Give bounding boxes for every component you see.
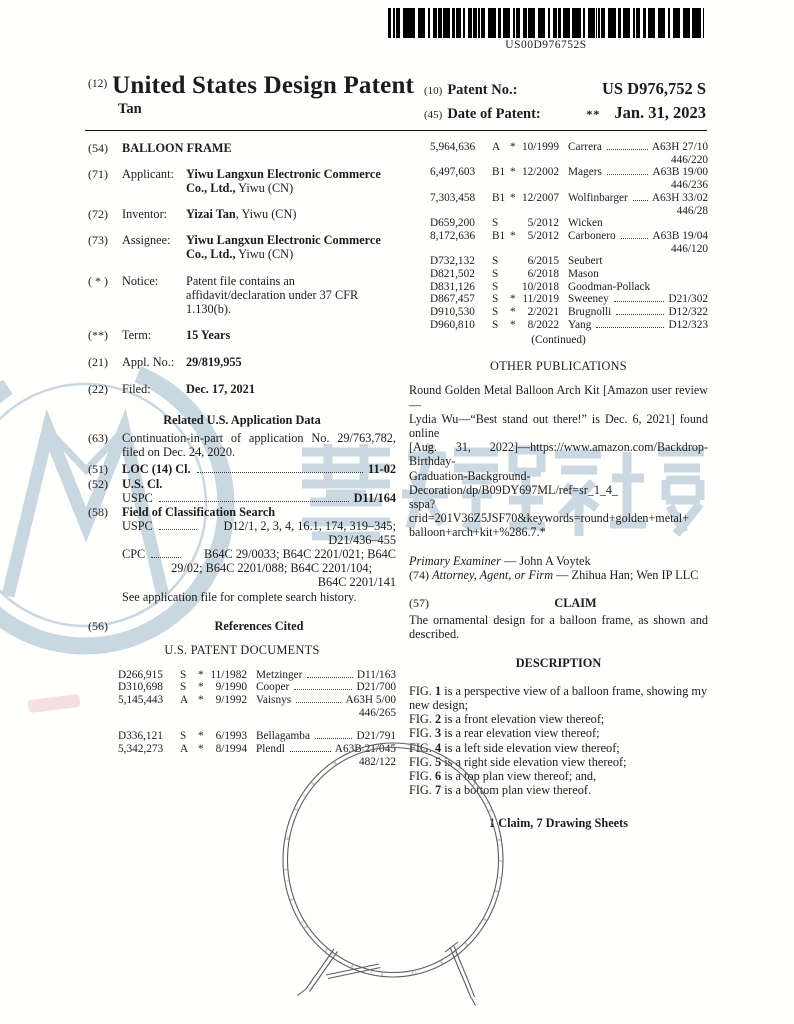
field-tag: (52): [88, 476, 108, 491]
ref-class-continuation: 482/122: [358, 755, 396, 768]
loc-class-field: [88, 462, 396, 476]
ref-date: 11/1982: [210, 668, 247, 681]
ref-name: Carbonero: [568, 229, 616, 242]
patent-no-tag: (10): [424, 85, 443, 97]
fig-text: is a top plan view thereof; and,: [441, 768, 597, 783]
uspc-classes-cont: D21/436–455: [328, 532, 396, 547]
ref-class: D21/700: [356, 681, 396, 694]
ref-class-continuation: 446/120: [670, 242, 708, 255]
ref-number: D310,698: [118, 681, 163, 694]
left-column: [88, 141, 396, 768]
dot-leader: [633, 200, 648, 201]
reference-row: [409, 166, 708, 179]
field-label: Inventor:: [122, 207, 168, 222]
field-tag: (56): [88, 619, 108, 634]
patent-no-label: Patent No.:: [447, 82, 518, 98]
search-history-note: See application file for complete search history.: [122, 590, 357, 605]
uspc-classes: D12/1, 2, 3, 4, 16.1, 174, 319–345;: [223, 518, 396, 533]
reference-row: [409, 293, 708, 306]
dot-leader: [607, 174, 649, 175]
ref-name: Plendl: [256, 743, 285, 756]
ref-number: D659,200: [430, 217, 475, 230]
document-title-block: [88, 72, 414, 118]
uspc-label: USPC: [122, 490, 153, 505]
claim-heading: CLAIM: [554, 595, 597, 610]
fig-label: FIG.: [409, 782, 432, 797]
notice-text: Patent file contains an affidavit/declaration under 37 CFR 1.130(b).: [186, 273, 359, 316]
reference-row: [409, 306, 708, 319]
reference-row: [409, 319, 708, 332]
field-tag: (71): [88, 167, 108, 182]
ref-class: D12/322: [668, 306, 708, 319]
fig-label: FIG.: [409, 712, 432, 727]
cpc-label: CPC: [122, 546, 146, 561]
publication-citation: [409, 383, 708, 539]
ref-number: D960,810: [430, 318, 475, 331]
filed-field: [88, 382, 396, 396]
loc-label: LOC (14) Cl.: [122, 462, 191, 477]
applicant-field: [88, 167, 396, 195]
figure-description: [409, 684, 708, 712]
fig-text: is a right side elevation view thereof;: [441, 754, 627, 769]
field-label: Applicant:: [122, 167, 174, 182]
ref-number: D831,126: [430, 280, 475, 293]
publication-line: balloon+arch+kit+%286.7.*: [409, 525, 546, 540]
ref-date: 8/1994: [215, 743, 247, 756]
ref-date: 5/2012: [527, 229, 559, 242]
dot-leader: [607, 149, 648, 150]
publication-line: Round Golden Metal Balloon Arch Kit [Amazon user review—: [409, 383, 708, 412]
cpc-classes: B64C 29/0033; B64C 2201/021; B64C: [204, 546, 396, 561]
fig-number: 6: [434, 768, 442, 783]
ref-class: A63B 21/045: [334, 743, 396, 756]
date-label: Date of Patent:: [447, 106, 541, 122]
fig-label: FIG.: [409, 740, 432, 755]
ref-number: 7,303,458: [430, 191, 476, 204]
ref-number: D732,132: [430, 255, 475, 268]
ref-date: 6/2015: [527, 255, 559, 268]
attorney-line: [409, 568, 708, 582]
applicant-name: Yiwu Langxun Electronic Commerce Co., Ltd.,: [186, 167, 381, 196]
fig-text: is a left side elevation view thereof;: [441, 740, 620, 755]
ref-class-continuation: 446/28: [676, 204, 708, 217]
field-tag: (72): [88, 207, 108, 222]
field-label: Notice:: [122, 273, 159, 288]
barcode-number: US00D976752S: [505, 39, 587, 51]
us-class-field: [88, 477, 396, 491]
fig-text: is a perspective view of a balloon frame, showing my new design;: [409, 684, 708, 713]
ref-name: Wicken: [568, 217, 603, 230]
ref-name: Goodman-Pollack: [568, 280, 651, 293]
ref-star: *: [510, 141, 516, 153]
ref-name: Brugnolli: [568, 306, 612, 319]
ref-date: 12/2007: [522, 191, 560, 204]
application-number: 29/819,955: [186, 354, 242, 369]
cpc-classes-cont: 29/02; B64C 2201/088; B64C 2201/104;: [171, 561, 372, 576]
title-field: [88, 141, 396, 155]
field-label: Appl. No.:: [122, 354, 175, 369]
assignee-location: Yiwu (CN): [235, 247, 294, 262]
inventor-name: Yizai Tan: [186, 207, 236, 222]
ref-kind: S: [492, 293, 499, 306]
reference-row: [409, 268, 708, 281]
reference-row: [409, 281, 708, 294]
dot-leader: [159, 501, 349, 502]
ref-number: D336,121: [118, 730, 163, 743]
kind-code-tag: (12): [88, 78, 108, 90]
ref-star: *: [510, 318, 516, 331]
field-tag: (58): [88, 504, 108, 519]
ref-star: *: [510, 306, 516, 319]
inventor-value: [186, 207, 396, 221]
publication-line: sspa?crid=201V36Z5JSF70&keywords=round+golden+metal+: [409, 496, 689, 526]
field-label: Term:: [122, 327, 152, 342]
claim-heading-row: [409, 596, 708, 610]
ref-star: *: [198, 668, 204, 681]
examiner-name: — John A Voytek: [500, 553, 591, 568]
fig-number: 4: [434, 740, 442, 755]
ref-number: D867,457: [430, 293, 475, 306]
ref-class-continuation: 446/220: [670, 153, 708, 166]
ref-date: 9/1990: [215, 681, 247, 694]
assignee-field: [88, 233, 396, 261]
header-divider: [85, 130, 707, 131]
ref-kind: S: [492, 280, 499, 293]
fig-number: 2: [434, 712, 442, 727]
ref-kind: S: [180, 668, 187, 681]
field-label: Assignee:: [122, 233, 171, 248]
term-value: 15 Years: [186, 327, 231, 342]
references-list-right: [409, 141, 708, 346]
ref-name: Yang: [568, 318, 592, 331]
ref-date: 10/1999: [522, 141, 560, 153]
balloon-frame-ring-icon: [269, 730, 518, 990]
ref-kind: A: [180, 693, 189, 706]
ref-kind: S: [180, 681, 187, 694]
barcode-icon: [388, 8, 704, 38]
ref-kind: A: [180, 743, 189, 756]
ref-number: 5,342,273: [118, 743, 164, 756]
ref-class: A63H 33/02: [651, 191, 708, 204]
ref-class-continuation: 446/236: [670, 179, 708, 192]
ref-star: *: [510, 191, 516, 204]
field-tag: (57): [409, 595, 429, 610]
search-uspc-line: [88, 519, 396, 533]
figure-description: [409, 712, 708, 726]
fig-label: FIG.: [409, 726, 432, 741]
notice-field: [88, 274, 396, 316]
dot-leader: [197, 472, 363, 473]
right-leg-icon: [445, 942, 476, 1006]
dot-leader: [616, 314, 664, 315]
field-label: Filed:: [122, 382, 151, 397]
ref-date: 6/2018: [527, 268, 559, 281]
left-leg-icon: [298, 949, 381, 996]
reference-row: [88, 681, 396, 694]
ref-class: D11/163: [356, 668, 396, 681]
application-number-field: [88, 355, 396, 369]
attorney-label: Attorney, Agent, or Firm: [432, 567, 554, 582]
dot-leader: [159, 529, 197, 530]
uscl-label: U.S. Cl.: [122, 476, 163, 491]
field-tag: (63): [88, 431, 108, 446]
loc-value: 11-02: [367, 462, 396, 477]
ref-kind: S: [180, 730, 187, 743]
inventor-surname: Tan: [118, 101, 142, 117]
fig-label: FIG.: [409, 684, 432, 699]
cpc-classes-cont: B64C 2201/141: [317, 575, 396, 590]
field-tag: (21): [88, 354, 108, 369]
ref-name: Cooper: [256, 681, 290, 694]
ref-star: *: [510, 166, 516, 179]
ref-class: A63B 19/04: [652, 229, 708, 242]
ref-kind: S: [492, 318, 499, 331]
examiner-label: Primary Examiner: [409, 553, 501, 568]
applicant-value: [186, 167, 396, 195]
claims-sheets-note: 1 Claim, 7 Drawing Sheets: [488, 815, 629, 830]
patent-number-block: [424, 79, 706, 127]
dot-leader: [307, 677, 352, 678]
search-cpc-line: [88, 547, 396, 561]
ref-date: 10/2018: [522, 280, 560, 293]
other-publications-heading: OTHER PUBLICATIONS: [490, 359, 627, 374]
ref-number: D821,502: [430, 268, 475, 281]
reference-row: [409, 255, 708, 268]
examiner-line: [409, 554, 708, 568]
patent-no-line: [424, 79, 706, 103]
field-tag: (54): [88, 141, 108, 155]
date-value: Jan. 31, 2023: [614, 103, 706, 122]
term-extension-stars: **: [586, 107, 601, 121]
fig-text: is a rear elevation view thereof;: [441, 726, 600, 741]
ref-name: Bellagamba: [256, 730, 310, 743]
ref-class: A63B 19/00: [652, 166, 708, 179]
references-cited-heading: References Cited: [214, 619, 304, 634]
publication-line: Graduation-Background-Decoration/dp/B09DY697ML/ref=sr_1_4_: [409, 468, 619, 497]
reference-row: [409, 192, 708, 205]
uspc-line: [88, 491, 396, 505]
ref-kind: B1: [492, 166, 506, 179]
dot-leader: [621, 238, 649, 239]
ref-kind: B1: [492, 191, 506, 204]
ref-star: *: [198, 730, 204, 743]
fig-number: 5: [434, 754, 442, 769]
continuation-field: [88, 431, 396, 459]
fig-text: is a bottom plan view thereof.: [441, 782, 592, 797]
inventor-field: [88, 207, 396, 221]
ref-name: Wolfinbarger: [568, 191, 628, 204]
field-of-search: [88, 505, 396, 519]
publication-line: [Aug. 31, 2022]—https://www.amazon.com/Backdrop-Birthday-: [409, 440, 708, 469]
assignee-value: [186, 233, 396, 261]
ref-date: 9/1992: [215, 693, 247, 706]
continued-note: (Continued): [531, 333, 586, 346]
ref-number: 5,145,443: [118, 693, 164, 706]
fig-label: FIG.: [409, 754, 432, 769]
reference-row: [88, 694, 396, 707]
ref-date: 2/2021: [527, 306, 559, 319]
references-cited-heading-row: [88, 619, 396, 633]
ref-kind: B1: [492, 229, 506, 242]
continuation-text: Continuation-in-part of application No. 29/763,782, filed on Dec. 24, 2020.: [122, 431, 396, 460]
ref-star: *: [198, 693, 204, 706]
fig-number: 7: [434, 782, 442, 797]
ref-date: 12/2002: [522, 166, 560, 179]
uspc-label: USPC: [122, 518, 153, 533]
ref-name: Mason: [568, 268, 599, 281]
ref-class: D21/302: [668, 293, 708, 306]
field-tag: (51): [88, 462, 108, 477]
ref-kind: A: [492, 141, 501, 153]
patent-no-value: US D976,752 S: [601, 79, 706, 98]
ref-star: *: [510, 229, 516, 242]
dot-leader: [151, 557, 181, 558]
ref-class: A63H 27/10: [651, 141, 708, 153]
ref-date: 8/2022: [527, 318, 559, 331]
ref-number: D266,915: [118, 668, 163, 681]
ref-class: D12/323: [668, 318, 708, 331]
uspc-value: D11/164: [353, 490, 396, 505]
field-tag: (73): [88, 233, 108, 248]
ref-number: 5,964,636: [430, 141, 476, 153]
fig-label: FIG.: [409, 768, 432, 783]
ref-kind: S: [492, 268, 499, 281]
reference-row: [409, 217, 708, 230]
ref-number: 8,172,636: [430, 229, 476, 242]
field-tag: (22): [88, 382, 108, 397]
ref-name: Carrera: [568, 141, 602, 153]
related-data-heading: Related U.S. Application Data: [163, 413, 321, 428]
search-label: Field of Classification Search: [122, 504, 276, 519]
us-patent-documents-heading: U.S. PATENT DOCUMENTS: [164, 643, 320, 658]
date-tag: (45): [424, 109, 443, 121]
reference-row: [409, 141, 708, 154]
field-tag: (74): [409, 567, 429, 582]
claim-text: The ornamental design for a balloon frame, as shown and described.: [409, 612, 708, 641]
filed-date: Dec. 17, 2021: [186, 382, 255, 397]
fig-number: 3: [434, 726, 442, 741]
field-tag: (**): [88, 327, 108, 342]
ref-name: Magers: [568, 166, 602, 179]
reference-row: [88, 669, 396, 682]
fig-text: is a front elevation view thereof;: [441, 712, 605, 727]
figure-1-balloon-frame-drawing: [180, 730, 620, 1024]
term-field: [88, 328, 396, 342]
dot-leader: [596, 327, 664, 328]
ref-number: D910,530: [430, 306, 475, 319]
ref-kind: S: [492, 255, 499, 268]
reference-row: [409, 230, 708, 243]
ref-date: 11/2019: [522, 293, 559, 306]
field-tag: ( * ): [88, 273, 108, 288]
ref-name: Sweeney: [568, 293, 609, 306]
attorney-name: — Zhihua Han; Wen IP LLC: [553, 567, 699, 582]
dot-leader: [296, 702, 341, 703]
ref-name: Vaisnys: [256, 693, 292, 706]
ref-number: 6,497,603: [430, 166, 476, 179]
ref-name: Seubert: [568, 255, 603, 268]
ref-class: D21/791: [356, 730, 396, 743]
ref-class: A63H 5/00: [345, 693, 396, 706]
ref-name: Metzinger: [256, 668, 303, 681]
ref-date: 6/1993: [215, 730, 247, 743]
ref-star: *: [198, 743, 204, 756]
page-title: United States Design Patent: [112, 72, 415, 99]
publication-line: Lydia Wu—“Best stand out there!” is Dec. 6, 2021] found online: [409, 411, 708, 440]
ref-star: *: [198, 681, 204, 694]
applicant-location: Yiwu (CN): [235, 181, 294, 196]
dot-leader: [294, 689, 352, 690]
dot-leader: [614, 301, 665, 302]
ref-kind: S: [492, 217, 499, 230]
inventor-location: , Yiwu (CN): [235, 207, 297, 222]
description-heading: DESCRIPTION: [515, 656, 602, 671]
ref-date: 5/2012: [527, 217, 559, 230]
ref-class-continuation: 446/265: [358, 706, 396, 719]
invention-title: BALLOON FRAME: [122, 141, 232, 155]
ref-star: *: [510, 293, 516, 306]
right-column: [409, 141, 708, 830]
assignee-name: Yiwu Langxun Electronic Commerce Co., Ltd.,: [186, 233, 381, 262]
fig-number: 1: [434, 684, 442, 699]
ref-kind: S: [492, 306, 499, 319]
date-of-patent-line: [424, 103, 706, 127]
